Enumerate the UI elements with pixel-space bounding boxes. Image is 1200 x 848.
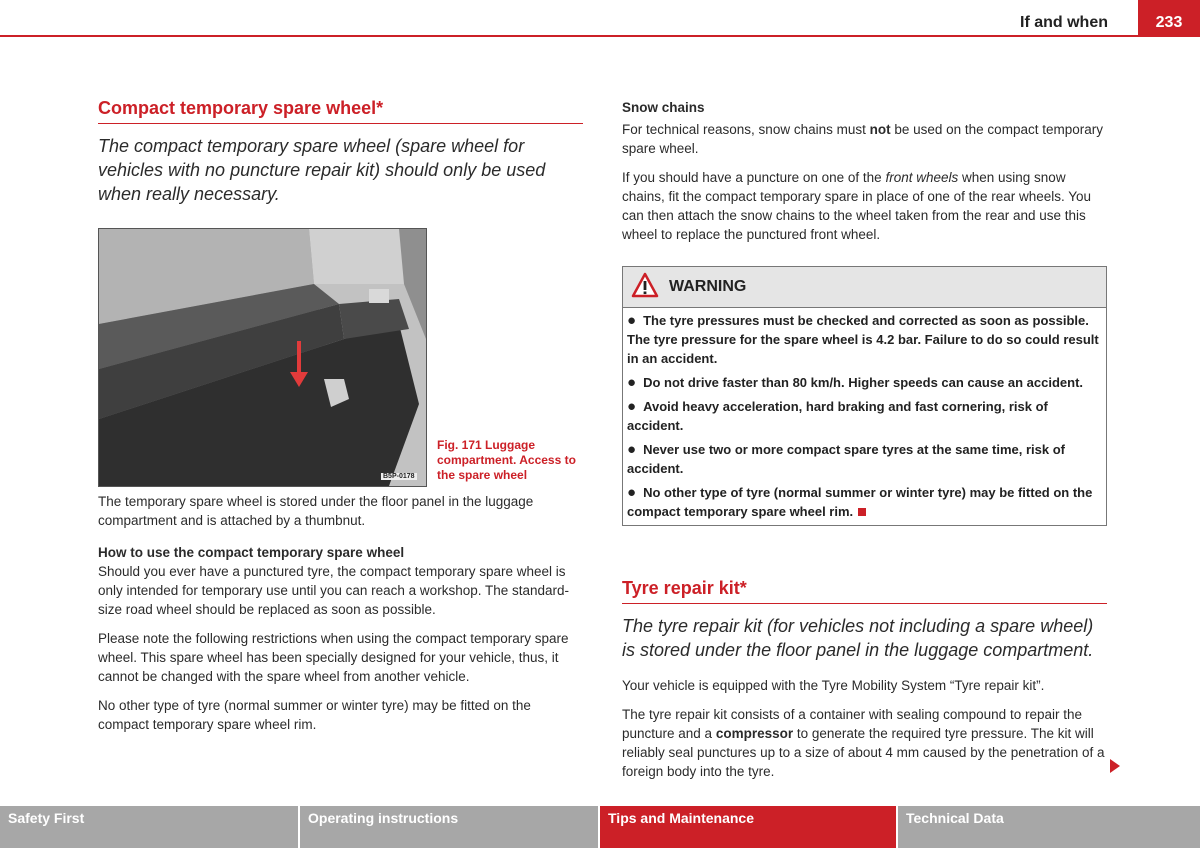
figure-caption: Fig. 171 Luggage compartment. Access to the spare wheel	[437, 438, 576, 482]
bullet-icon: ●	[627, 312, 637, 329]
warning-body	[623, 308, 1106, 525]
text-span: The tyre repair kit consists of a container with sealing compound to repair the puncture and a	[622, 707, 1082, 741]
footer-nav	[0, 806, 1200, 848]
warning-item	[627, 483, 1102, 521]
text-span: to generate the required tyre pressure. The kit will reliably seal punctures up to a size of about 4 mm caused by the penetration of a foreign body into the tyre.	[622, 726, 1105, 779]
text-span: when using snow chains, fit the compact temporary spare in place of one of the rear wheels. You can then attach the snow chains to the wheel taken from the rear and use this wheel to replace the punctured front wheel.	[622, 170, 1092, 242]
warning-item-text: Do not drive faster than 80 km/h. Higher speeds can cause an accident.	[643, 375, 1084, 390]
paragraph-repair-kit	[622, 705, 1107, 781]
luggage-compartment-photo	[98, 228, 427, 487]
warning-title: WARNING	[669, 278, 747, 295]
emphasis-compressor: compressor	[715, 726, 794, 741]
text-span: If you should have a puncture on one of the	[622, 170, 886, 185]
end-of-section-icon	[858, 508, 866, 516]
paragraph-usage: Should you ever have a punctured tyre, the compact temporary spare wheel is only intended for temporary use until you can reach a workshop. The standard-size road wheel should be replaced as soon as possible.	[98, 564, 570, 617]
bullet-icon: ●	[627, 398, 637, 415]
subheading-how-to-use: How to use the compact temporary spare wheel	[98, 545, 405, 560]
tab-operating-instructions[interactable]: Operating instructions	[300, 806, 600, 848]
figure-171	[98, 228, 583, 486]
warning-item	[627, 440, 1102, 478]
bullet-icon: ●	[627, 484, 637, 501]
text-span: be used on the compact temporary spare wheel.	[622, 122, 1103, 156]
warning-item-text: Never use two or more compact spare tyres at the same time, risk of accident.	[627, 442, 1066, 476]
warning-item-text: No other type of tyre (normal summer or winter tyre) may be fitted on the compact temporary spare wheel rim.	[627, 485, 1093, 519]
emphasis-not: not	[869, 122, 891, 137]
warning-item	[627, 373, 1102, 392]
tab-tips-and-maintenance[interactable]: Tips and Maintenance	[600, 806, 898, 848]
bullet-icon: ●	[627, 441, 637, 458]
left-column	[98, 98, 583, 734]
tab-safety-first[interactable]: Safety First	[0, 806, 300, 848]
section-title-tyre-repair: Tyre repair kit*	[622, 578, 1107, 604]
paragraph-restrictions: Please note the following restrictions when using the compact temporary spare wheel. This spare wheel has been specially designed for your vehicle, thus, it cannot be changed with the spare wheel from another vehicle.	[98, 631, 569, 684]
paragraph-snow-chains-2	[622, 168, 1107, 244]
warning-box	[622, 266, 1107, 526]
warning-triangle-icon	[631, 272, 659, 303]
subheading-snow-chains: Snow chains	[622, 100, 705, 115]
section-title-spare-wheel: Compact temporary spare wheel*	[98, 98, 583, 124]
paragraph-tyre-mobility: Your vehicle is equipped with the Tyre Mobility System “Tyre repair kit”.	[622, 678, 1045, 693]
page-number: 233	[1138, 0, 1200, 36]
paragraph-tyre-type: No other type of tyre (normal summer or winter tyre) may be fitted on the compact temporary spare wheel rim.	[98, 698, 531, 732]
section-intro-spare-wheel: The compact temporary spare wheel (spare wheel for vehicles with no puncture repair kit) should only be used when really necessary.	[98, 136, 546, 204]
right-column	[622, 98, 1107, 781]
tab-technical-data[interactable]: Technical Data	[898, 806, 1200, 848]
emphasis-front-wheels: front wheels	[885, 170, 959, 185]
text-span: For technical reasons, snow chains must	[622, 122, 870, 137]
header-rule	[0, 35, 1200, 37]
paragraph-snow-chains-1	[622, 120, 1107, 158]
warning-item	[627, 397, 1102, 435]
warning-item-text: Avoid heavy acceleration, hard braking and fast cornering, risk of accident.	[627, 399, 1048, 433]
section-intro-tyre-repair: The tyre repair kit (for vehicles not including a spare wheel) is stored under the floor panel in the luggage compartment.	[622, 616, 1094, 660]
paragraph-storage: The temporary spare wheel is stored under the floor panel in the luggage compartment and is attached by a thumbnut.	[98, 494, 534, 528]
chapter-title: If and when	[1020, 14, 1108, 31]
image-reference-label: B5P-0178	[383, 473, 415, 480]
warning-item	[627, 311, 1102, 368]
warning-item-text: The tyre pressures must be checked and corrected as soon as possible. The tyre pressure for the spare wheel is 4.2 bar. Failure to do so could result in an accident.	[627, 313, 1099, 366]
continue-arrow-icon	[1110, 759, 1120, 773]
warning-header	[623, 267, 1106, 308]
bullet-icon: ●	[627, 374, 637, 391]
